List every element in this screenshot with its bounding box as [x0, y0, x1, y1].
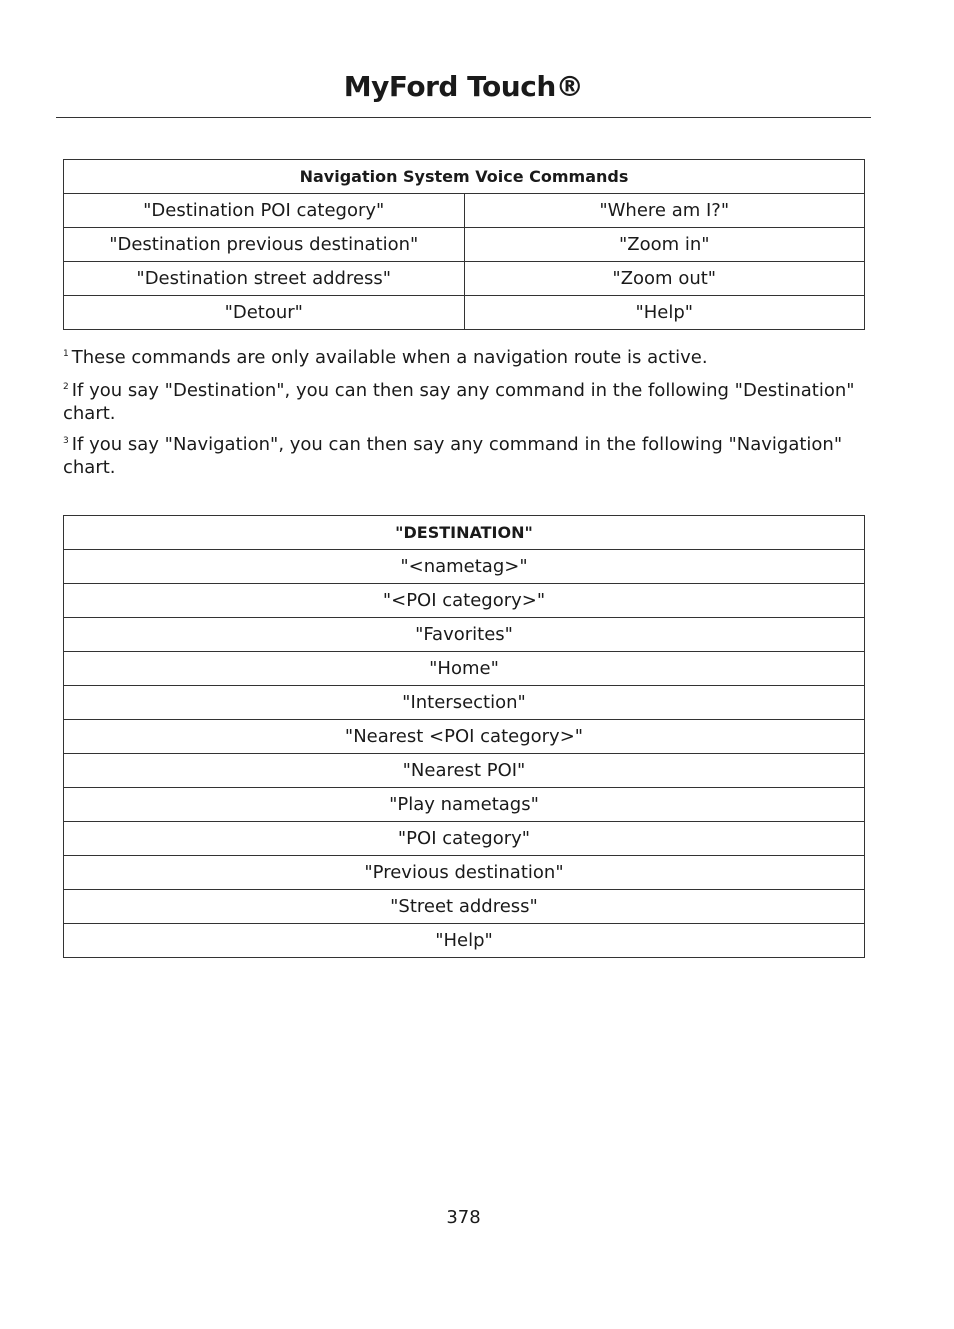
footnote-text: If you say "Destination", you can then say any command in the following "Destination" chart. [63, 380, 855, 424]
table-cell: "Help" [464, 296, 865, 330]
table-row [64, 228, 865, 262]
table-cell: "<nametag>" [64, 550, 865, 584]
table-row [64, 296, 865, 330]
table-cell: "Zoom in" [464, 228, 865, 262]
table-cell: "Zoom out" [464, 262, 865, 296]
table-heading: Navigation System Voice Commands [64, 160, 865, 194]
table-cell: "Intersection" [64, 686, 865, 720]
table-heading: "DESTINATION" [64, 516, 865, 550]
table-row [64, 618, 865, 652]
table-cell: "Street address" [64, 890, 865, 924]
table-cell: "Nearest POI" [64, 754, 865, 788]
table-row [64, 584, 865, 618]
table-header-row [64, 516, 865, 550]
table-cell: "Destination previous destination" [64, 228, 465, 262]
table-row [64, 194, 865, 228]
table-row [64, 754, 865, 788]
footnote-marker: 2 [63, 382, 69, 392]
table-cell: "Play nametags" [64, 788, 865, 822]
page-number: 378 [446, 1207, 481, 1228]
footnote-marker: 3 [63, 436, 69, 446]
table-cell: "Home" [64, 652, 865, 686]
title-divider [56, 117, 871, 118]
navigation-commands-table [63, 159, 865, 330]
table-cell: "Help" [64, 924, 865, 958]
table-cell: "Detour" [64, 296, 465, 330]
table-row [64, 686, 865, 720]
destination-commands-table [63, 515, 865, 958]
page-title: MyFord Touch® [343, 70, 584, 103]
table-cell: "POI category" [64, 822, 865, 856]
table-cell: "Destination street address" [64, 262, 465, 296]
footnote-marker: 1 [63, 349, 69, 359]
table-row [64, 720, 865, 754]
table-row [64, 550, 865, 584]
table-cell: "<POI category>" [64, 584, 865, 618]
table-header-row [64, 160, 865, 194]
table-row [64, 262, 865, 296]
table-row [64, 652, 865, 686]
footnote-text: If you say "Navigation", you can then say any command in the following "Navigation" chart. [63, 434, 843, 478]
table-row [64, 856, 865, 890]
table-row [64, 890, 865, 924]
table-row [64, 822, 865, 856]
table-row [64, 924, 865, 958]
footnote-2 [63, 376, 868, 425]
table-cell: "Nearest <POI category>" [64, 720, 865, 754]
table-row [64, 788, 865, 822]
table-cell: "Previous destination" [64, 856, 865, 890]
footnote-text: These commands are only available when a navigation route is active. [71, 347, 708, 368]
table-cell: "Favorites" [64, 618, 865, 652]
footnote-1 [63, 343, 868, 369]
table-cell: "Destination POI category" [64, 194, 465, 228]
table-cell: "Where am I?" [464, 194, 865, 228]
footnote-3 [63, 430, 868, 479]
